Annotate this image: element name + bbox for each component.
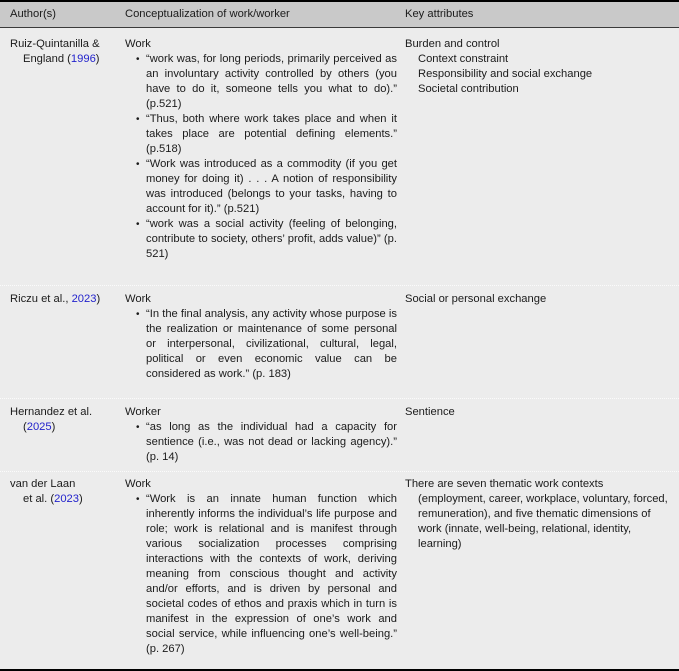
table-header-row — [0, 2, 679, 28]
table-row — [0, 285, 679, 398]
citation-year-link[interactable]: 2023 — [71, 293, 97, 305]
author-cell — [0, 405, 125, 465]
author-name-text: ) — [78, 493, 83, 505]
key-attribute-line: Sentience — [405, 406, 455, 418]
key-attribute-line: Burden and control — [405, 38, 500, 50]
quote-bullet-list — [125, 52, 397, 262]
quote-bullet: • “Thus, both where work takes place and when it takes place are potential defining elements.” (p.518) — [125, 112, 397, 157]
conceptualization-cell — [125, 37, 405, 279]
quote-bullet: • “In the final analysis, any activity whose purpose is the realization or maintenance of some personal or interpersonal, civilizational, cultural, legal, political or even economic value can be considered as work.” (p. 183) — [125, 307, 397, 382]
author-name-text: van der Laan — [10, 478, 76, 490]
key-attributes-cell — [405, 477, 679, 663]
key-attribute-line: Context constraint — [418, 53, 509, 65]
quote-bullet: • “work was, for long periods, primarily perceived as an involuntary activity controlled by others (you have to do it, someone tells you what to do).” (p.521) — [125, 52, 397, 112]
author-name-text: England ( — [23, 53, 71, 65]
author-cell — [0, 37, 125, 279]
concept-type-label: Work — [125, 293, 151, 305]
author-line — [10, 420, 120, 435]
author-cell — [0, 477, 125, 663]
author-name-text: ) — [96, 293, 101, 305]
column-header-conceptualization: Conceptualization of work/worker — [125, 8, 290, 20]
author-line — [10, 477, 120, 492]
author-name-text: Ruiz-Quintanilla & — [10, 38, 100, 50]
column-header-authors: Author(s) — [10, 8, 57, 20]
table-body — [0, 28, 679, 669]
author-line — [10, 37, 120, 52]
key-attribute-line: Responsibility and social exchange — [418, 68, 593, 80]
concept-type-label: Work — [125, 478, 151, 490]
conceptualization-cell — [125, 477, 405, 663]
key-attribute-line: Social or personal exchange — [405, 293, 547, 305]
quote-bullet: • “as long as the individual had a capacity for sentience (i.e., was not dead or lacking agency).” (p. 14) — [125, 420, 397, 465]
author-line — [10, 405, 120, 420]
citation-year-link[interactable]: 1996 — [70, 53, 96, 65]
author-line — [10, 492, 120, 507]
table-row — [0, 471, 679, 669]
table-row — [0, 28, 679, 285]
author-name-text: Riczu et al., — [10, 293, 72, 305]
table-row — [0, 398, 679, 471]
quote-bullet-list — [125, 492, 397, 657]
author-name-text: ) — [95, 53, 100, 65]
quote-bullet-list — [125, 307, 397, 382]
column-header-key-attributes: Key attributes — [405, 8, 474, 20]
author-name-text: et al. ( — [23, 493, 55, 505]
citation-year-link[interactable]: 2025 — [26, 421, 52, 433]
author-cell — [0, 292, 125, 392]
key-attributes-cell — [405, 37, 679, 279]
author-name-text: ( — [23, 421, 27, 433]
author-line — [10, 52, 120, 67]
author-line — [10, 292, 120, 307]
key-attributes-cell — [405, 405, 679, 465]
key-attribute-line: There are seven thematic work contexts (employment, career, workplace, voluntary, forced, remuneration), and five thematic dimensions of work (innate, well-being, relational, identity, learning) — [405, 478, 668, 550]
quote-bullet: • “Work was introduced as a commodity (if you get money for doing it) . . . A notion of responsibility was introduced (belongs to your tasks, having to account for it).” (p.521) — [125, 157, 397, 217]
key-attribute-line: Societal contribution — [418, 83, 519, 95]
citation-year-link[interactable]: 2023 — [54, 493, 79, 505]
concept-type-label: Worker — [125, 406, 161, 418]
quote-bullet-list — [125, 420, 397, 465]
conceptualization-cell — [125, 405, 405, 465]
key-attributes-cell — [405, 292, 679, 392]
author-name-text: ) — [51, 421, 56, 433]
conceptualization-cell — [125, 292, 405, 392]
quote-bullet: • “work was a social activity (feeling of belonging, contribute to society, others’ profit, adds value)” (p. 521) — [125, 217, 397, 262]
author-name-text: Hernandez et al. — [10, 406, 93, 418]
quote-bullet: • “Work is an innate human function which inherently informs the individual’s life purpose and role; work is relational and is manifest through various socialization processes comprising interactions with the contexts of work, deriving meaning from conscious thought and activity and/or efforts, and is driven by personal and societal codes of ethos and praxis which in turn is manifest in the expression of one’s work and social service, while influencing one’s well-being.” (p. 267) — [125, 492, 397, 657]
concept-type-label: Work — [125, 38, 151, 50]
